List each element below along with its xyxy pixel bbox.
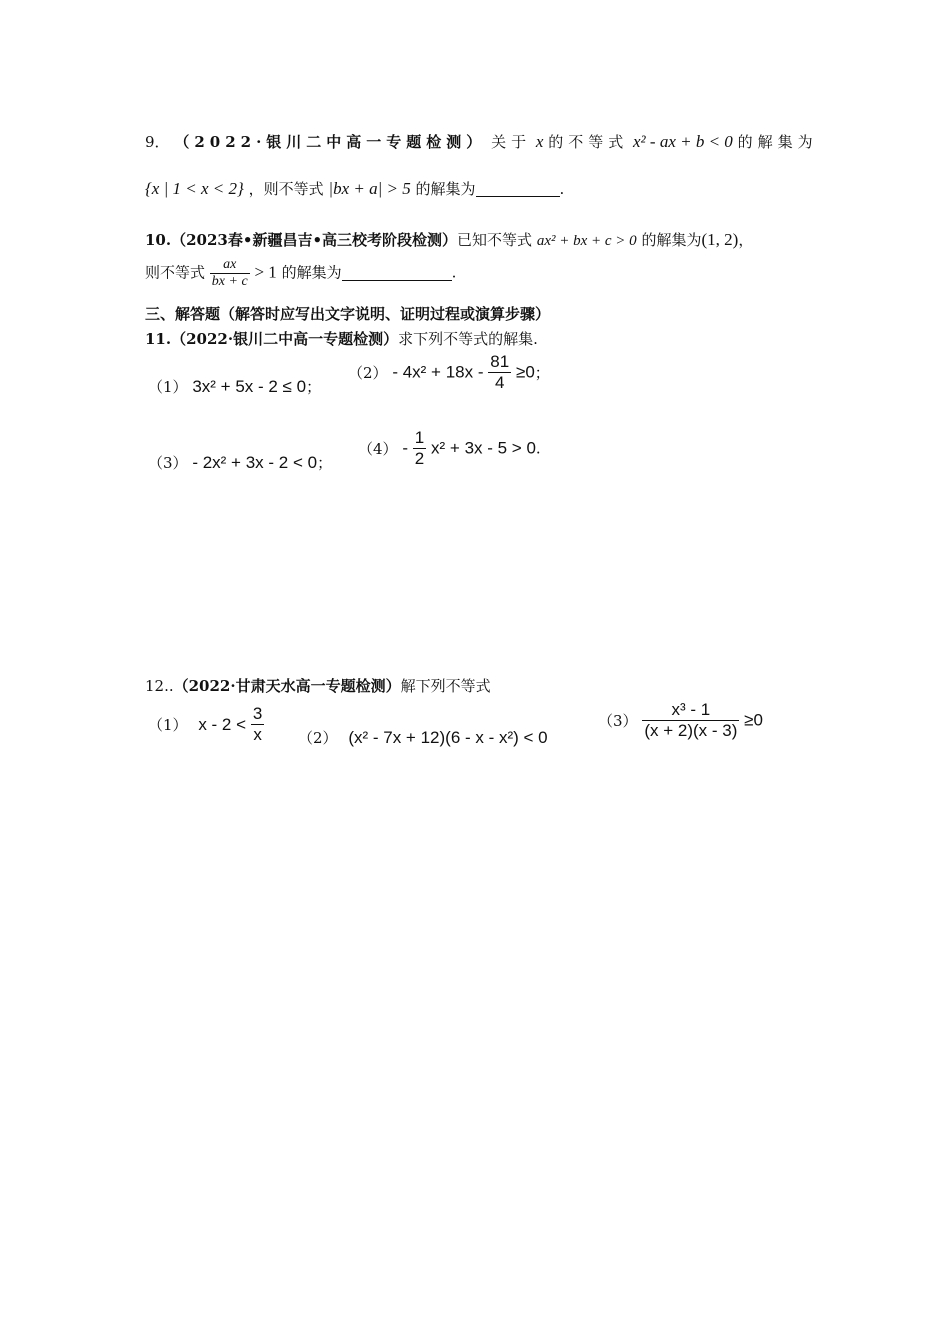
- q12-part1: [148, 704, 264, 745]
- q12-source: （2022·甘肃天水高一专题检测）: [173, 677, 401, 695]
- q10-text2: 的解集为: [641, 231, 702, 249]
- q11-p4-minus: -: [402, 438, 408, 458]
- q11-p2-expression-a: - 4x² + 18x -: [392, 362, 484, 382]
- q11-p4-expression-b: x² + 3x - 5 > 0: [431, 438, 536, 458]
- q10-line1: [145, 229, 753, 250]
- q10-source: （2023春•新疆昌吉•高三校考阶段检测）: [171, 231, 458, 249]
- q12-p3-expression-b: ≥0: [744, 710, 763, 730]
- q10-fraction: [210, 257, 250, 290]
- q9-number: 9．: [145, 133, 170, 151]
- q11-p1-expression: 3x² + 5x - 2 ≤ 0: [192, 377, 307, 396]
- q11-p2-label: （2）: [348, 364, 388, 382]
- q12-p1-numerator: 3: [252, 704, 263, 723]
- q11-p1-label: （1）: [148, 378, 188, 396]
- q11-source: （2022·银川二中高一专题检测）: [171, 330, 399, 348]
- q10-inequality: ax² + bx + c > 0: [536, 233, 637, 249]
- q11-p4-dot: .: [535, 439, 541, 458]
- q9-inequality: x² - ax + b < 0: [633, 132, 733, 151]
- q11-part3: [148, 452, 332, 473]
- q11-header: [145, 328, 538, 349]
- q9-answer-blank[interactable]: [476, 182, 560, 197]
- q12-p3-fraction: [642, 700, 739, 741]
- q9-inequality2: |bx + a| > 5: [328, 179, 411, 198]
- q9-line2: [145, 178, 564, 199]
- q9-end: .: [559, 180, 565, 198]
- q11-part4: [358, 428, 541, 469]
- q10-text3: 则不等式: [145, 263, 206, 282]
- q10-interval: (1, 2): [701, 230, 739, 249]
- q10-frac-denominator: bx + c: [211, 274, 248, 289]
- q11-p3-label: （3）: [148, 454, 188, 472]
- q9-text1: 关于: [491, 133, 532, 151]
- q11-p2-fraction: [488, 352, 511, 393]
- q12-part2: [298, 727, 548, 748]
- q11-p2-denominator: 4: [488, 372, 511, 393]
- q9-text3: 的解集为: [737, 133, 818, 151]
- q9-source: （2022·银川二中高一专题检测）: [174, 133, 487, 151]
- q11-p4-fraction: [413, 428, 426, 469]
- q10-line2: [145, 257, 456, 290]
- q11-p4-numerator: 1: [414, 428, 425, 447]
- q12-p3-label: （3）: [598, 712, 638, 730]
- q9-text2: 的不等式: [548, 133, 629, 151]
- q12-part3: [598, 700, 763, 741]
- q11-text: 求下列不等式的解集.: [398, 330, 538, 348]
- q10-end: .: [451, 263, 457, 282]
- q11-p2-expression-b: ≥0: [515, 362, 535, 382]
- q11-number: 11.: [145, 330, 172, 348]
- q12-p2-label: （2）: [298, 729, 338, 747]
- q11-p3-expression: - 2x² + 3x - 2 < 0: [192, 453, 318, 472]
- q11-part1: [148, 376, 321, 397]
- q9-text4: ，则不等式: [248, 180, 324, 198]
- q9-solution-set: {x | 1 < x < 2}: [145, 179, 244, 198]
- q11-p2-numerator: 81: [490, 352, 510, 371]
- section3-title: 三、解答题（解答时应写出文字说明、证明过程或演算步骤）: [145, 305, 551, 323]
- q11-p3-semicolon: ；: [317, 454, 333, 472]
- q10-gt: > 1: [254, 262, 277, 282]
- q12-p3-numerator: x³ - 1: [671, 700, 711, 719]
- q10-frac-numerator: ax: [223, 257, 237, 272]
- q12-p1-denominator: x: [251, 724, 264, 745]
- q11-part2: [348, 352, 550, 393]
- q10-number: 10.: [145, 231, 172, 249]
- q12-p2-expression: (x² - 7x + 12)(6 - x - x²) < 0: [348, 728, 548, 747]
- q11-p2-semicolon: ；: [534, 364, 550, 382]
- q9-line1: [145, 131, 818, 152]
- q10-answer-blank[interactable]: [342, 266, 452, 281]
- q12-text: 解下列不等式: [400, 677, 491, 695]
- q12-p1-expression: x - 2 <: [198, 714, 247, 734]
- q10-text1: 已知不等式: [457, 231, 533, 249]
- q12-p1-fraction: [251, 704, 264, 745]
- q12-number: 12..: [145, 677, 174, 695]
- q9-var-x: x: [535, 132, 544, 151]
- q12-p3-denominator: (x + 2)(x - 3): [644, 721, 738, 740]
- q12-p1-label: （1）: [148, 716, 188, 734]
- q10-comma: ，: [738, 231, 754, 249]
- q11-p4-label: （4）: [358, 440, 398, 458]
- q11-p4-denominator: 2: [414, 449, 425, 468]
- q10-text4: 的解集为: [281, 263, 342, 282]
- q12-header: [145, 675, 491, 696]
- q11-p1-semicolon: ；: [306, 378, 322, 396]
- q9-text5: 的解集为: [415, 180, 476, 198]
